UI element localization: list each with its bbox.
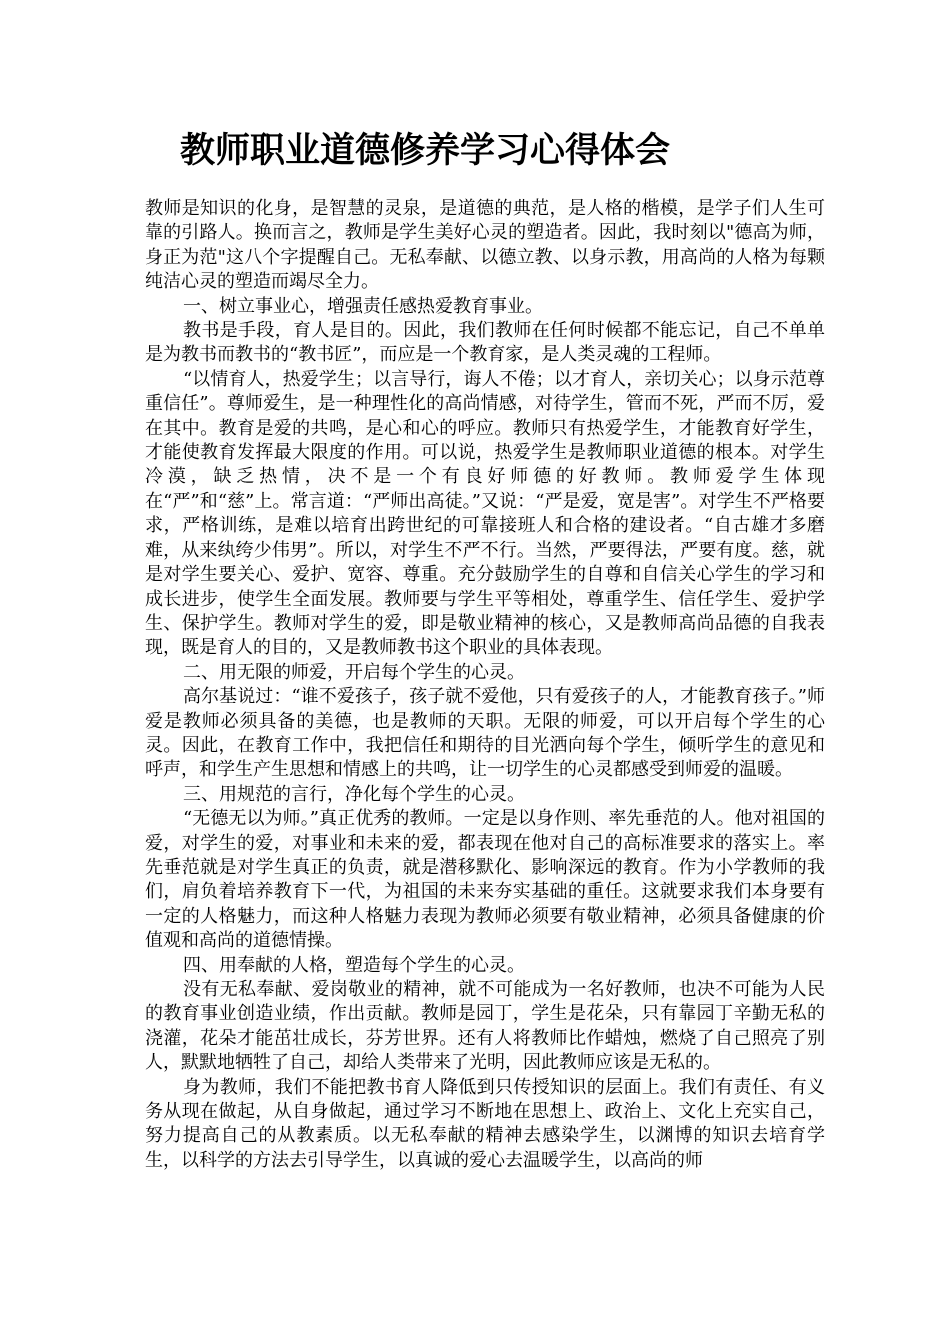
section-heading-4: 四、用奉献的人格，塑造每个学生的心灵。 xyxy=(183,954,525,976)
section-heading-1: 一、树立事业心，增强责任感热爱教育事业。 xyxy=(183,295,543,317)
section-heading-2: 二、用无限的师爱，开启每个学生的心灵。 xyxy=(183,661,525,683)
section-heading-3: 三、用规范的言行，净化每个学生的心灵。 xyxy=(183,783,525,805)
paragraph: 没有无私奉献、爱岗敬业的精神，就不可能成为一名好教师，也决不可能为人民的教育事业创造业绩，作出贡献。教师是园丁，学生是花朵，只有靠园丁辛勤无私的浇灌，花朵才能茁壮成长，芬芳世界。还有人将教师比作蜡烛，燃烧了自己照亮了别人，默默地牺牲了自己，却给人类带来了光明，因此教师应该是无私的。 xyxy=(145,979,825,1074)
paragraph: 高尔基说过：“谁不爱孩子，孩子就不爱他，只有爱孩子的人，才能教育孩子。”师爱是教师必须具备的美德，也是教师的天职。无限的师爱，可以开启每个学生的心灵。因此，在教育工作中，我把信任和期待的目光洒向每个学生，倾听学生的意见和呼声，和学生产生思想和情感上的共鸣，让一切学生的心灵都感受到师爱的温暖。 xyxy=(145,686,825,781)
paragraph: 身为教师，我们不能把教书育人降低到只传授知识的层面上。我们有责任、有义务从现在做起，从自身做起，通过学习不断地在思想上、政治上、文化上充实自己，努力提高自己的从教素质。以无私奉献的精神去感染学生，以渊博的知识去培育学生，以科学的方法去引导学生，以真诚的爱心去温暖学生，以高尚的师 xyxy=(145,1076,825,1171)
paragraph: “以情育人，热爱学生；以言导行，诲人不倦；以才育人，亲切关心；以身示范尊重信任”。尊师爱生，是一种理性化的高尚情感，对待学生，管而不死，严而不厉，爱在其中。教育是爱的共鸣，是心和心的呼应。教师只有热爱学生，才能教育好学生，才能使教育发挥最大限度的作用。可以说，热爱学生是教师职业道德的根本。对学生冷漠，缺乏热情，决不是一个有良好师德的好教师。教师爱学生体现在“严”和“慈”上。常言道：“严师出高徒。”又说：“严是爱，宽是害”。对学生不严格要求，严格训练，是难以培育出跨世纪的可靠接班人和合格的建设者。“自古雄才多磨难，从来纨绔少伟男”。所以，对学生不严不行。当然，严要得法，严要有度。慈，就是对学生要关心、爱护、宽容、尊重。充分鼓励学生的自尊和自信关心学生的学习和成长进步，使学生全面发展。教师要与学生平等相处，尊重学生、信任学生、爱护学生、保护学生。教师对学生的爱，即是敬业精神的核心，又是教师高尚品德的自我表现，既是育人的目的，又是教师教书这个职业的具体表现。 xyxy=(145,368,825,659)
paragraph: “无德无以为师。”真正优秀的教师。一定是以身作则、率先垂范的人。他对祖国的爱，对学生的爱，对事业和未来的爱，都表现在他对自己的高标准要求的落实上。率先垂范就是对学生真正的负责，就是潜移默化、影响深远的教育。作为小学教师的我们，肩负着培养教育下一代，为祖国的未来夯实基础的重任。这就要求我们本身要有一定的人格魅力，而这种人格魅力表现为教师必须要有敬业精神，必须具备健康的价值观和高尚的道德情操。 xyxy=(145,808,825,952)
paragraph: 教书是手段，育人是目的。因此，我们教师在任何时候都不能忘记，自己不单单是为教书而教书的“教书匠”，而应是一个教育家，是人类灵魂的工程师。 xyxy=(145,320,825,366)
document-title: 教师职业道德修养学习心得体会 xyxy=(180,131,671,171)
paragraph-intro: 教师是知识的化身，是智慧的灵泉，是道德的典范，是人格的楷模，是学子们人生可靠的引路人。换而言之，教师是学生美好心灵的塑造者。因此，我时刻以"德高为师，身正为范"这八个字提醒自己。无私奉献、以德立教、以身示教，用高尚的人格为每颗纯洁心灵的塑造而竭尽全力。 xyxy=(145,198,825,293)
document-body xyxy=(145,197,825,1173)
